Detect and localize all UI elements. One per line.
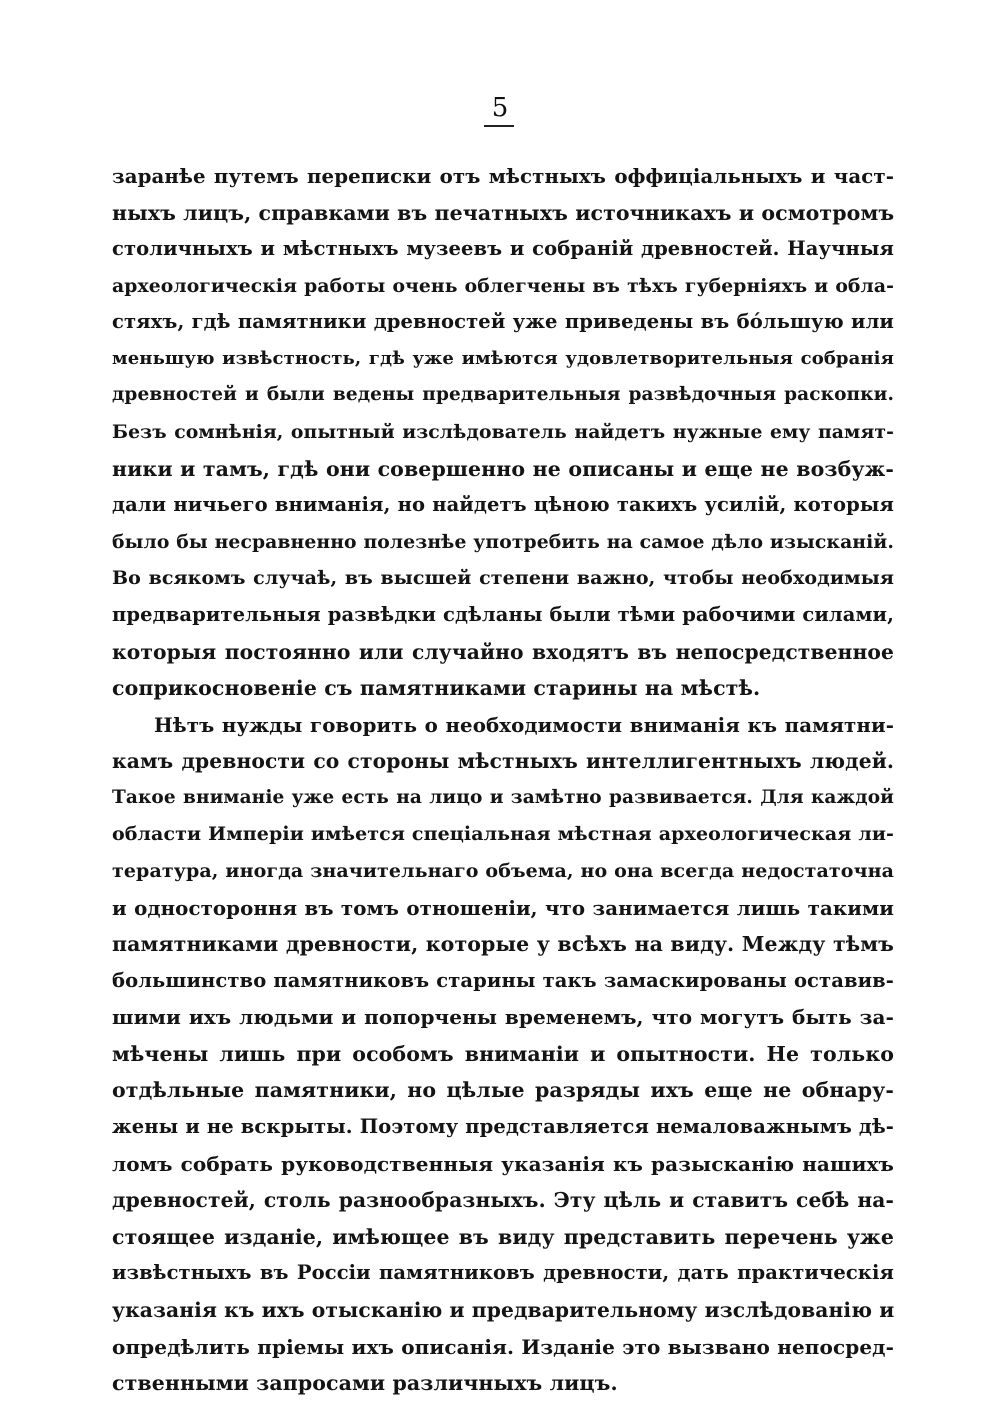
text-line: большинство памятниковъ старины такъ замаскированы оставив- — [112, 968, 894, 992]
text-line: указанія къ ихъ отысканію и предварительному изслѣдованію и — [112, 1297, 895, 1322]
text-line: извѣстныхъ въ Россіи памятниковъ древности, дать практическія — [112, 1261, 894, 1285]
text-line: археологическія работы очень облегчены въ тѣхъ губерніяхъ и обла- — [112, 274, 894, 297]
text-line: мѣчены лишь при особомъ вниманіи и опытности. Не только — [112, 1041, 894, 1066]
text-line: Нѣтъ нужды говорить о необходимости вниманія къ памятни- — [154, 712, 894, 737]
text-line: Безъ сомнѣнія, опытный изслѣдователь найдетъ нужные ему памят- — [112, 421, 894, 444]
text-line: отдѣльные памятники, но цѣлые разряды ихъ еще не обнару- — [112, 1078, 894, 1103]
text-line: области Имперіи имѣется спеціальная мѣстная археологическая ли- — [112, 823, 894, 846]
page-number-rule — [484, 125, 514, 127]
text-line: опредѣлить пріемы ихъ описанія. Изданіе это вызвано непосред- — [112, 1334, 894, 1359]
text-line: было бы несравненно полезнѣе употребить на самое дѣло изысканій. — [112, 530, 894, 553]
text-line: ломъ собрать руководственныя указанія къ разысканію нашихъ — [112, 1151, 894, 1176]
paragraph-1 — [112, 158, 894, 707]
text-line: ники и тамъ, гдѣ они совершенно не описаны и еще не возбуж- — [112, 456, 894, 481]
text-line: соприкосновеніе съ памятниками старины на мѣстѣ. — [112, 676, 761, 701]
paragraph-2 — [112, 707, 894, 1402]
text-line: которыя постоянно или случайно входятъ въ непосредственное — [112, 639, 894, 664]
text-line: заранѣе путемъ переписки отъ мѣстныхъ оффиціальныхъ и част- — [112, 164, 894, 188]
body-text — [112, 158, 894, 1402]
text-line: предварительныя развѣдки сдѣланы были тѣми рабочими силами, — [112, 602, 894, 626]
text-line: древностей, столь разнообразныхъ. Эту цѣль и ставитъ себѣ на- — [112, 1188, 894, 1213]
text-line: камъ древности со стороны мѣстныхъ интеллигентныхъ людей. — [112, 749, 894, 774]
text-line: дали ничьего вниманія, но найдетъ цѣною такихъ усилій, которыя — [112, 493, 894, 517]
text-line: столичныхъ и мѣстныхъ музеевъ и собраній древностей. Научныя — [112, 237, 894, 261]
text-line: тература, иногда значительнаго объема, но она всегда недостаточна — [112, 859, 894, 882]
text-line: ственными запросами различныхъ лицъ. — [112, 1371, 618, 1396]
text-line: меньшую извѣстность, гдѣ уже имѣются удовлетворительныя собранія — [112, 347, 894, 369]
text-line: Такое вниманіе уже есть на лицо и замѣтно развивается. Для каждой — [112, 786, 894, 808]
page-number: 5 — [491, 93, 509, 123]
text-line: стяхъ, гдѣ памятники древностей уже приведены въ бóльшую или — [112, 310, 894, 334]
text-line: ныхъ лицъ, справками въ печатныхъ источникахъ и осмотромъ — [112, 200, 895, 225]
text-line: Во всякомъ случаѣ, въ высшей степени важно, чтобы необходимыя — [112, 567, 894, 590]
text-line: и одностороння въ томъ отношеніи, что занимается лишь такими — [112, 895, 894, 920]
text-line: жены и не вскрыты. Поэтому представляется немаловажнымъ дѣ- — [112, 1115, 894, 1139]
text-line: памятниками древности, которые у всѣхъ на виду. Между тѣмъ — [112, 932, 894, 957]
text-line: стоящее изданіе, имѣющее въ виду представить перечень уже — [112, 1224, 894, 1249]
text-line: шими ихъ людьми и попорчены временемъ, что могутъ быть за- — [112, 1005, 894, 1030]
text-line: древностей и были ведены предварительныя развѣдочныя раскопки. — [112, 384, 894, 406]
